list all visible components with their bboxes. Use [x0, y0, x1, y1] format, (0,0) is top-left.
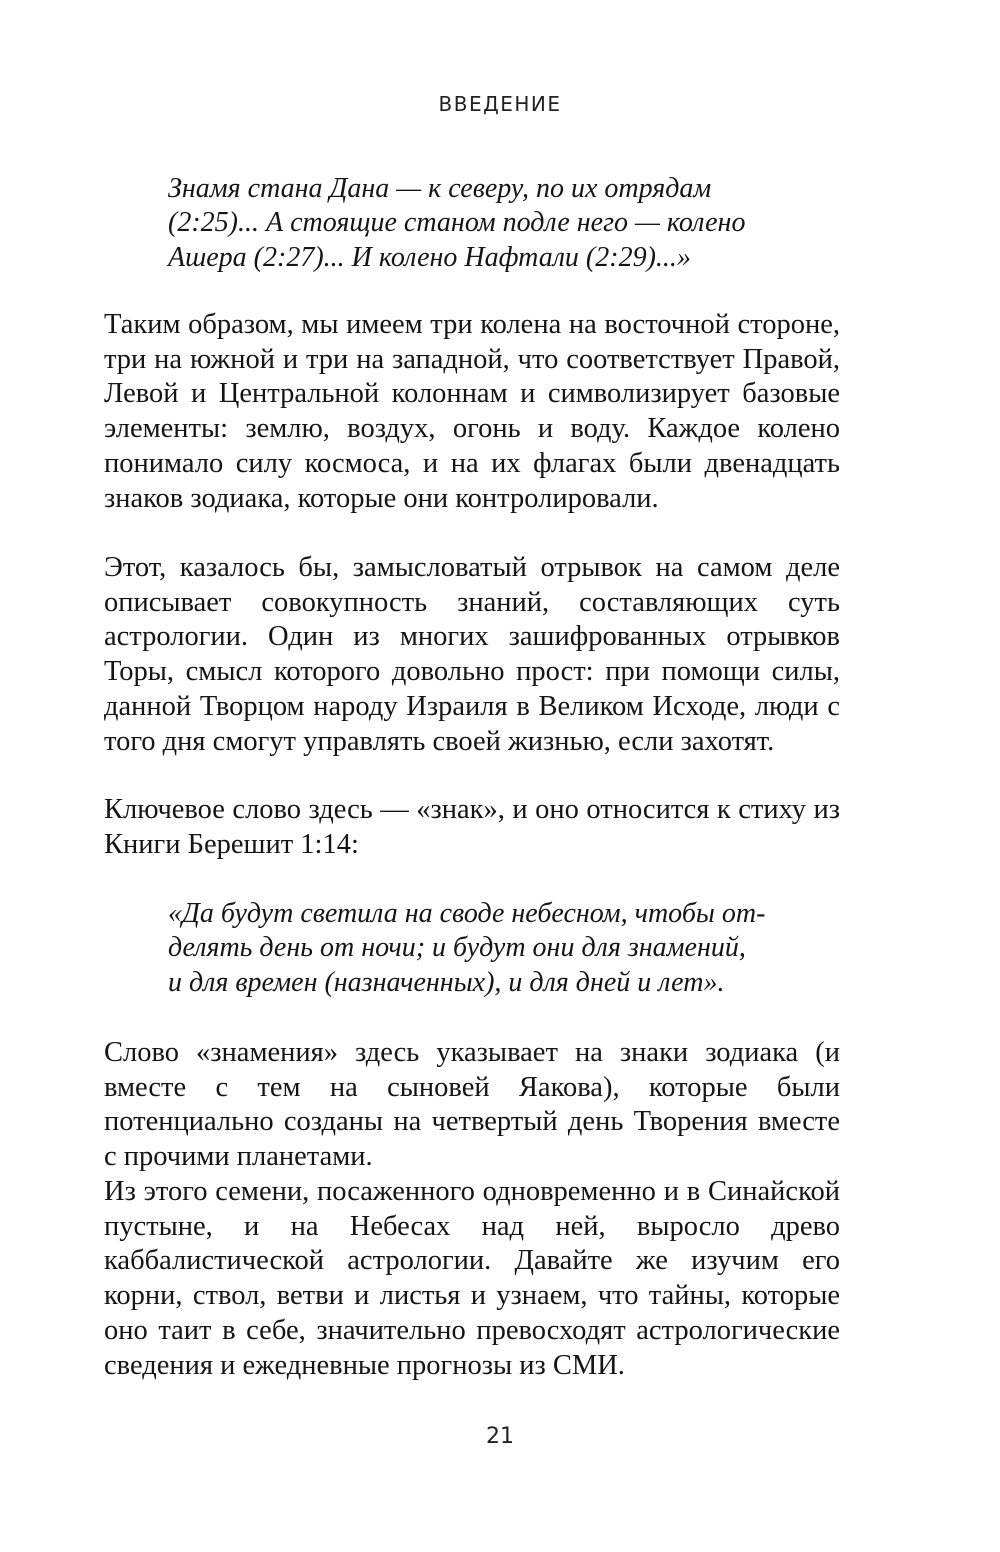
epigraph-quote: [168, 172, 808, 275]
quote-line: (2:25)... А стоящие станом подле него — колено: [168, 207, 746, 239]
page-number: 21: [486, 1424, 514, 1449]
paragraph-kabbalistic-tree: Из этого семени, посаженного одновременно и в Синайской пустыне, и на Небесах над ней, выросло древо каббалистической астрологии. Давайте же изучим его корни, ствол, ветви и листья и узнаем, что тайны, которые оно таит в себе, значительно превосходят астрологические сведения и ежедневные прогнозы из СМИ.: [104, 1176, 840, 1381]
paragraph-signs-meaning: Слово «знамения» здесь указывает на знаки зодиака (и вместе с тем на сыновей Яакова), которые были потенциально созданы на четвертый день Творения вместе с прочими планетами.: [104, 1037, 840, 1173]
genesis-quote: [168, 897, 808, 1000]
quote-line: «Да будут светила на своде небесном, чтобы от-: [168, 898, 766, 929]
paragraph-key-word: Ключевое слово здесь — «знак», и оно относится к стиху из Книги Берешит 1:14:: [104, 794, 840, 860]
paragraph-astrology-passage: Этот, казалось бы, замысловатый отрывок на самом деле описывает совокупность знаний, составляющих суть астрологии. Один из многих зашифрованных отрывков Торы, смысл которого довольно прост: при помощи силы, данной Творцом народу Израиля в Великом Исходе, люди с того дня смогут управлять своей жизнью, если захотят.: [104, 552, 840, 757]
running-title: ВВЕДЕНИЕ: [438, 92, 562, 116]
paragraph-three-tribes: Таким образом, мы имеем три колена на восточной стороне, три на южной и три на западной, что соответствует Правой, Левой и Центральной колоннам и символизирует базовые элементы: землю, воздух, огонь и воду. Каждое колено понимало силу космоса, и на их флагах были двенадцать знаков зодиака, которые они контролировали.: [104, 309, 840, 514]
quote-line: и для времен (назначенных), и для дней и лет».: [168, 966, 725, 998]
quote-line: делять день от ночи; и будут они для знамений,: [168, 932, 746, 964]
quote-line: Ашера (2:27)... И колено Нафтали (2:29)...»: [168, 241, 691, 273]
quote-line: Знамя стана Дана — к северу, по их отрядам: [168, 173, 712, 204]
